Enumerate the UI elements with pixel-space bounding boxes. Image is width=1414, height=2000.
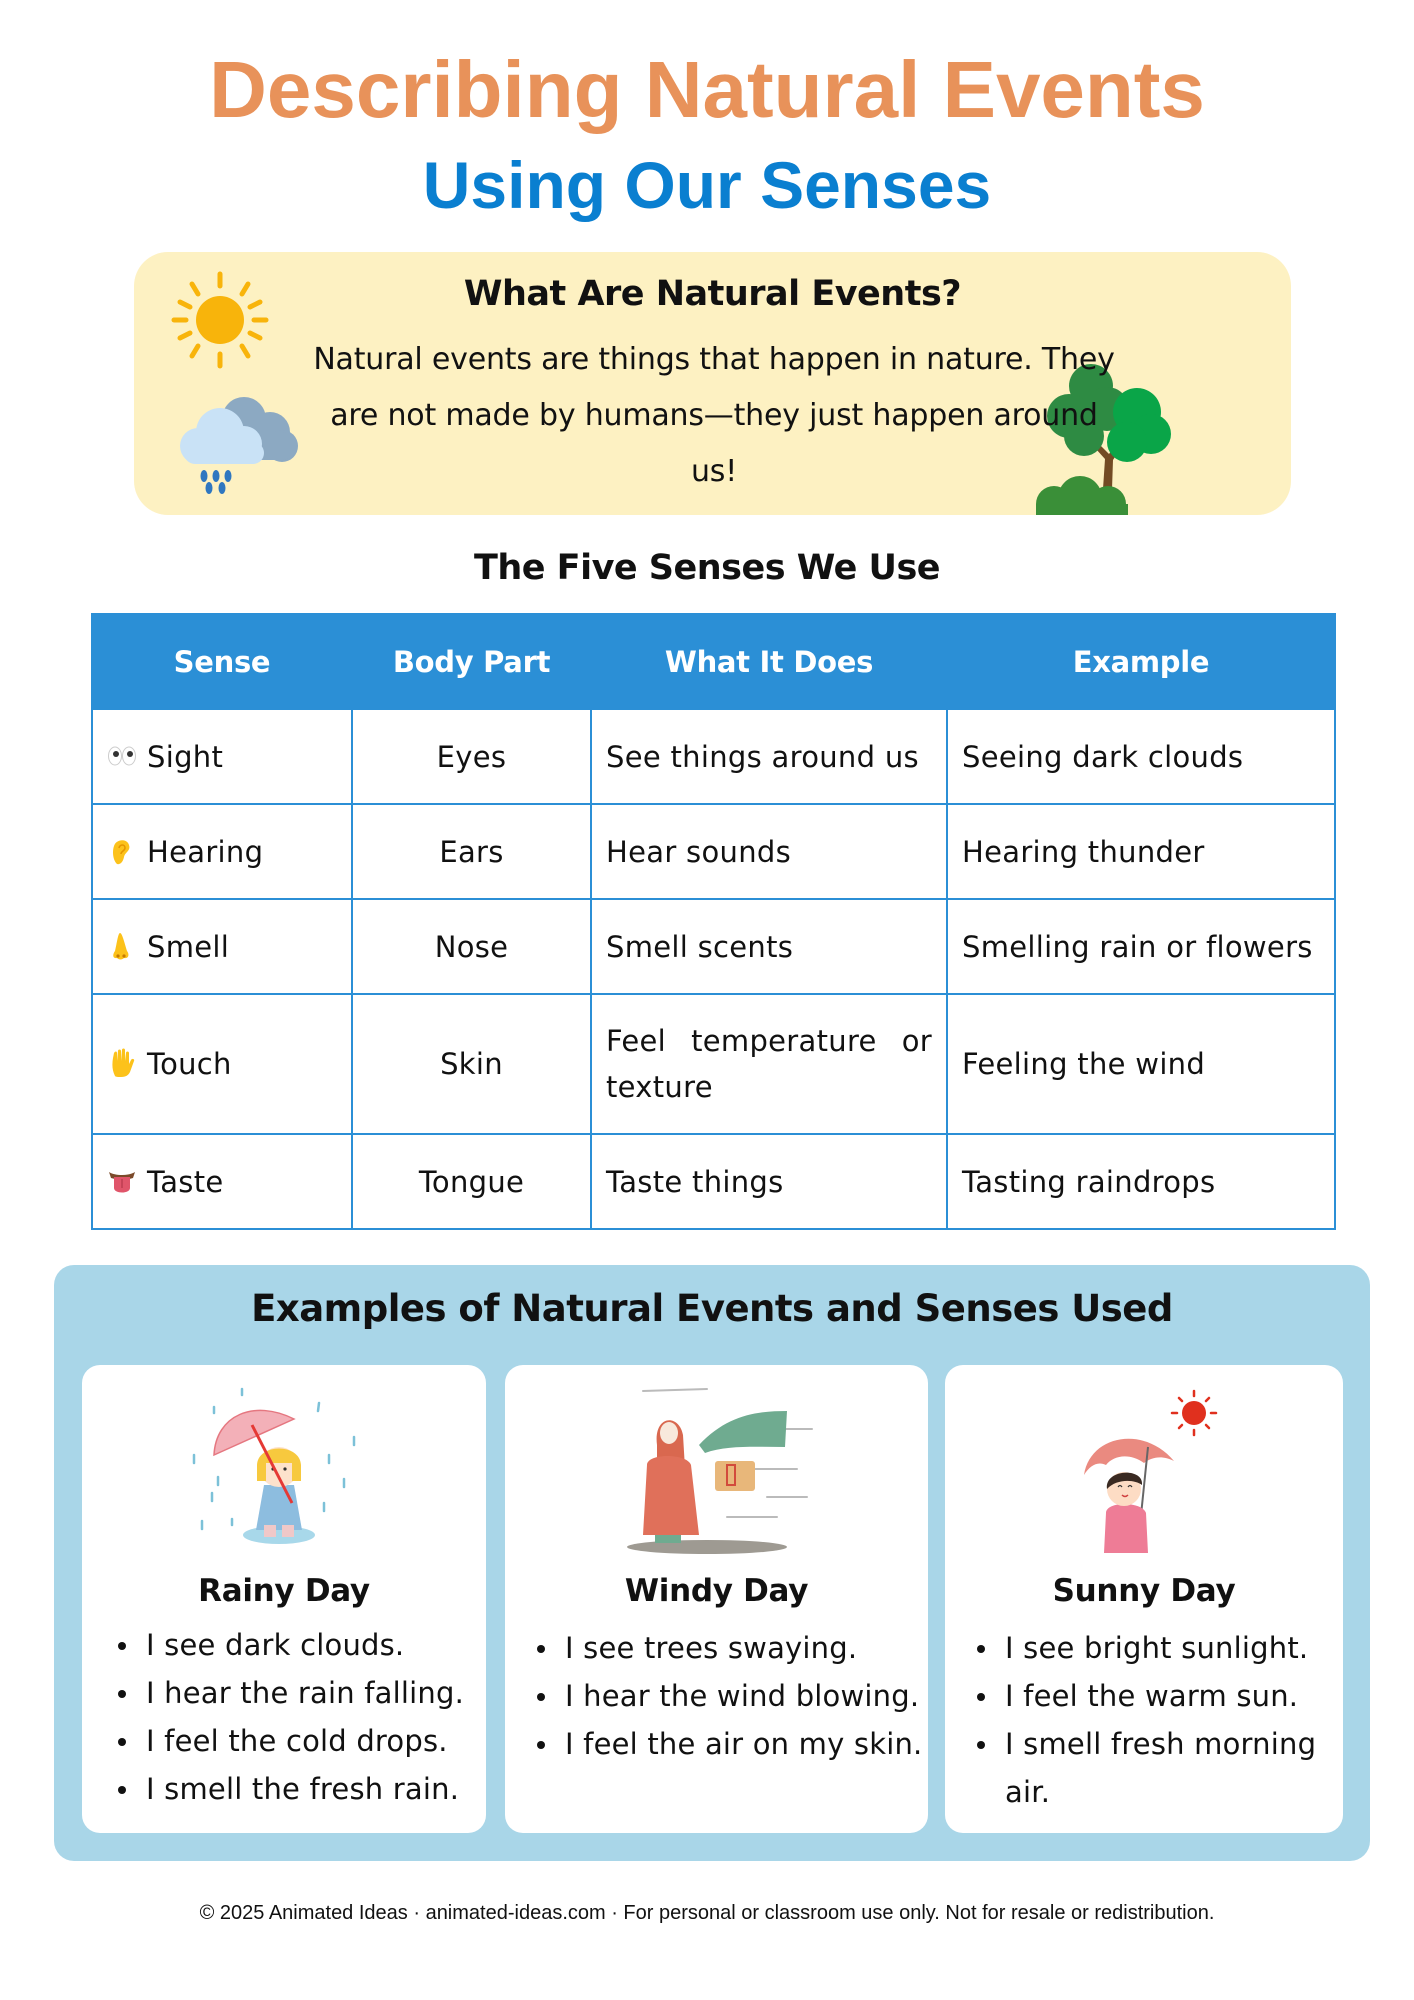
example-cell: Feeling the wind [947, 994, 1335, 1134]
sense-cell [92, 804, 352, 899]
card-list [973, 1624, 1323, 1816]
example-cell: Hearing thunder [947, 804, 1335, 899]
intro-box [134, 252, 1291, 515]
example-card-sunny [945, 1365, 1343, 1833]
sense-cell [92, 1134, 352, 1229]
column-header-body-part: Body Part [352, 614, 591, 709]
table-row [92, 899, 1335, 994]
nose-emoji-icon [107, 931, 137, 961]
what-it-does-cell: See things around us [591, 709, 947, 804]
what-it-does-cell: Taste things [591, 1134, 947, 1229]
example-cell: Tasting raindrops [947, 1134, 1335, 1229]
sense-cell [92, 709, 352, 804]
card-title: Sunny Day [1052, 1573, 1236, 1609]
eyes-emoji-icon [107, 741, 137, 771]
example-cell: Seeing dark clouds [947, 709, 1335, 804]
card-title: Windy Day [624, 1573, 809, 1609]
card-title: Rainy Day [198, 1573, 370, 1609]
column-header-sense: Sense [92, 614, 352, 709]
footer-copyright: © 2025 Animated Ideas · animated-ideas.com · For personal or classroom use only. Not for resale or redistribution. [199, 1902, 1215, 1924]
sense-name: Sight [147, 739, 224, 774]
sense-name: Smell [147, 929, 230, 964]
list-item: I feel the air on my skin. [533, 1720, 922, 1768]
table-row [92, 804, 1335, 899]
list-item: I hear the wind blowing. [533, 1672, 922, 1720]
intro-text: Natural events are things that happen in nature. They are not made by humans—they just happen around us! [313, 342, 1115, 489]
table-row [92, 1134, 1335, 1229]
sense-cell [92, 994, 352, 1134]
list-item: I feel the warm sun. [973, 1672, 1323, 1720]
example-card-windy [505, 1365, 928, 1833]
example-card-rainy [82, 1365, 486, 1833]
examples-section [54, 1265, 1370, 1861]
what-it-does-cell: Smell scents [591, 899, 947, 994]
table-row [92, 994, 1335, 1134]
page-title: Describing Natural Events [209, 45, 1205, 134]
body-part-cell: Eyes [352, 709, 591, 804]
card-list [114, 1621, 464, 1813]
page-subtitle: Using Our Senses [422, 148, 992, 222]
sense-cell [92, 899, 352, 994]
body-part-cell: Ears [352, 804, 591, 899]
example-cell: Smelling rain or flowers [947, 899, 1335, 994]
list-item: I see trees swaying. [533, 1624, 922, 1672]
rain-cloud-icon [172, 384, 312, 494]
intro-heading: What Are Natural Events? [463, 274, 962, 314]
senses-table-title: The Five Senses We Use [473, 548, 941, 588]
list-item: I see bright sunlight. [973, 1624, 1323, 1672]
raised-hand-emoji-icon [107, 1048, 137, 1078]
body-part-cell: Nose [352, 899, 591, 994]
sense-name: Hearing [147, 834, 264, 869]
ear-emoji-icon [107, 836, 137, 866]
girl-with-parasol-in-sun-illustration [1044, 1385, 1244, 1555]
list-item: I see dark clouds. [114, 1621, 464, 1669]
body-part-cell: Tongue [352, 1134, 591, 1229]
girl-with-umbrella-in-rain-illustration [184, 1385, 384, 1555]
sense-name: Touch [147, 1047, 232, 1081]
column-header-what-it-does: What It Does [591, 614, 947, 709]
what-it-does-cell: Hear sounds [591, 804, 947, 899]
list-item: I hear the rain falling. [114, 1669, 464, 1717]
person-in-wind-illustration [617, 1385, 817, 1555]
examples-title: Examples of Natural Events and Senses Used [251, 1287, 1173, 1330]
list-item: I smell fresh morning air. [973, 1720, 1323, 1816]
senses-table [91, 613, 1336, 1230]
card-list [533, 1624, 922, 1768]
list-item: I smell the fresh rain. [114, 1765, 464, 1813]
body-part-cell: Skin [352, 994, 591, 1134]
tongue-emoji-icon [107, 1166, 137, 1196]
list-item: I feel the cold drops. [114, 1717, 464, 1765]
column-header-example: Example [947, 614, 1335, 709]
what-it-does-cell: Feel temperature or texture [591, 994, 947, 1134]
table-header-row [92, 614, 1335, 709]
sense-name: Taste [147, 1164, 224, 1199]
table-row [92, 709, 1335, 804]
